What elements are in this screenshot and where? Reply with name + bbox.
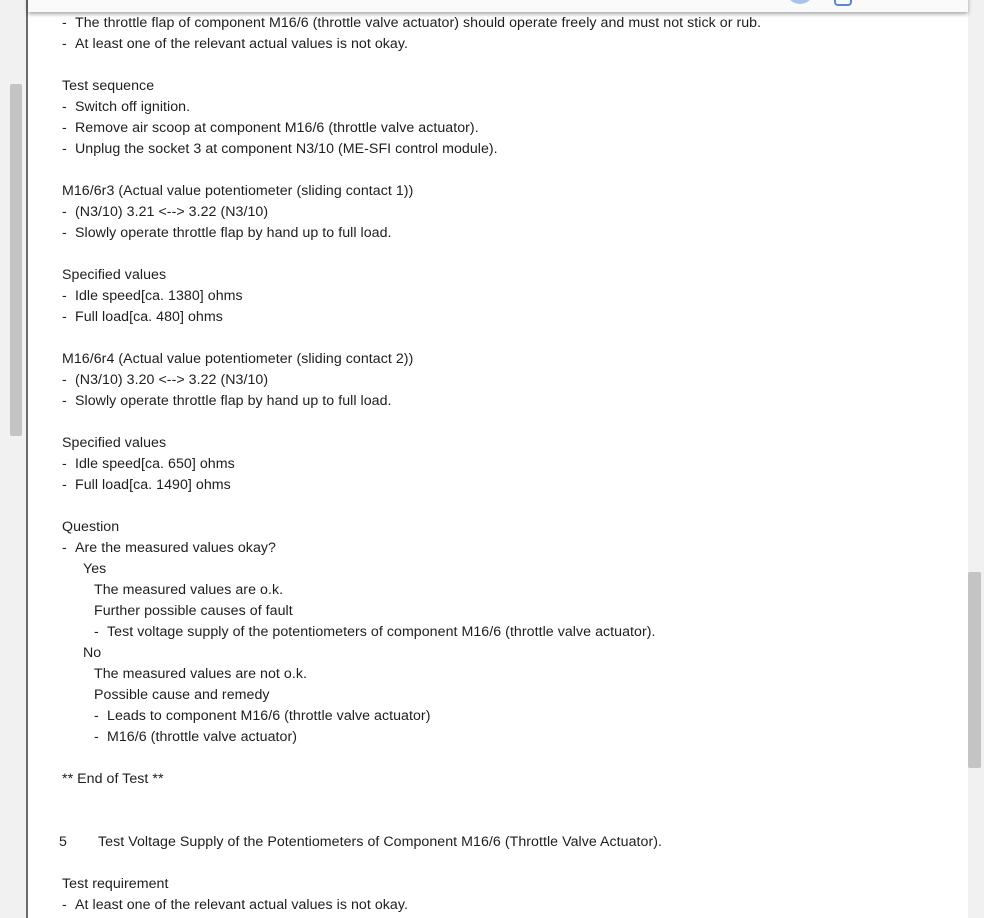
list-item: - Full load[ca. 480] ohms xyxy=(62,309,223,325)
list-item: - Unplug the socket 3 at component N3/10 (ME-SFI control module). xyxy=(62,141,498,157)
test-sequence-heading: Test sequence xyxy=(62,78,155,94)
answer-no-link[interactable]: No xyxy=(83,645,102,661)
list-item: - At least one of the relevant actual values is not okay. xyxy=(62,36,408,52)
list-item: - Switch off ignition. xyxy=(62,99,191,115)
list-item: - The throttle flap of component M16/6 (throttle valve actuator) should operate freely and must not stick or rub. xyxy=(62,15,762,31)
list-item: - Are the measured values okay? xyxy=(62,540,276,556)
list-item: - Leads to component M16/6 (throttle valve actuator) xyxy=(94,708,431,724)
test-requirement-heading: Test requirement xyxy=(62,876,169,892)
test-content xyxy=(28,0,968,918)
specified-values-heading: Specified values xyxy=(62,267,167,283)
answer-text: Further possible causes of fault xyxy=(94,603,293,619)
list-item: - (N3/10) 3.21 <--> 3.22 (N3/10) xyxy=(62,204,269,220)
list-item: - Test voltage supply of the potentiometers of component M16/6 (throttle valve actuator). xyxy=(94,624,656,640)
right-scrollbar-thumb[interactable] xyxy=(968,572,981,768)
specified-values-heading: Specified values xyxy=(62,435,167,451)
answer-text: Possible cause and remedy xyxy=(94,687,270,703)
end-of-test: ** End of Test ** xyxy=(62,771,164,787)
answer-text: The measured values are not o.k. xyxy=(94,666,307,682)
answer-text: The measured values are o.k. xyxy=(94,582,284,598)
left-scrollbar-thumb[interactable] xyxy=(10,84,22,436)
m16r3-heading: M16/6r3 (Actual value potentiometer (sliding contact 1)) xyxy=(62,183,414,199)
section-title: Test Voltage Supply of the Potentiometers of Component M16/6 (Throttle Valve Actuator). xyxy=(98,834,663,850)
answer-yes-link[interactable]: Yes xyxy=(83,561,107,577)
question-heading: Question xyxy=(62,519,120,535)
list-item: - Full load[ca. 1490] ohms xyxy=(62,477,231,493)
list-item: - Idle speed[ca. 1380] ohms xyxy=(62,288,243,304)
list-item: - At least one of the relevant actual values is not okay. xyxy=(62,897,408,913)
list-item: - Remove air scoop at component M16/6 (throttle valve actuator). xyxy=(62,120,479,136)
document-page xyxy=(26,0,968,918)
list-item: - Slowly operate throttle flap by hand up to full load. xyxy=(62,225,392,241)
section-number: 5 xyxy=(59,834,67,850)
list-item: - M16/6 (throttle valve actuator) xyxy=(94,729,298,745)
right-scrollbar-track[interactable] xyxy=(966,0,984,918)
list-item: - Idle speed[ca. 650] ohms xyxy=(62,456,235,472)
m16r4-heading: M16/6r4 (Actual value potentiometer (sliding contact 2)) xyxy=(62,351,414,367)
list-item: - Slowly operate throttle flap by hand up to full load. xyxy=(62,393,392,409)
list-item: - (N3/10) 3.20 <--> 3.22 (N3/10) xyxy=(62,372,269,388)
